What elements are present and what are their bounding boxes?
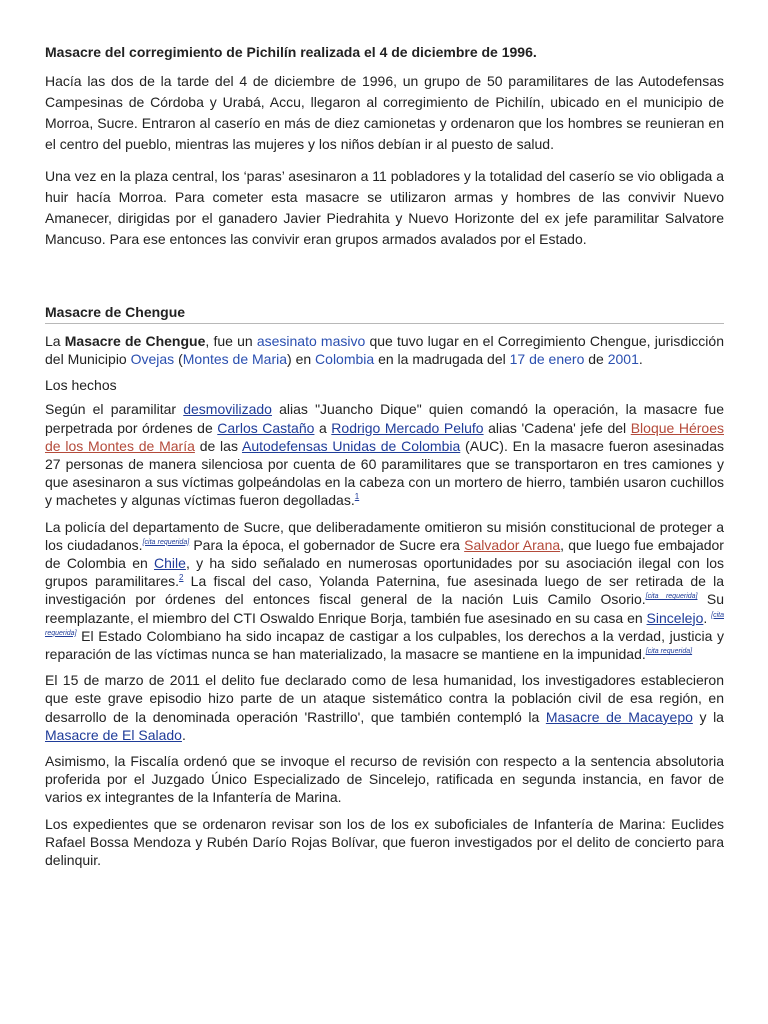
text: . [181, 726, 186, 743]
reference-link[interactable]: 2 [179, 573, 184, 583]
bold-term: Masacre de Chengue [64, 333, 206, 349]
text: y la [692, 708, 724, 725]
section-title-pichilin: Masacre del corregimiento de Pichilín realizada el 4 de diciembre de 1996. [45, 44, 537, 60]
citation-needed[interactable] [646, 593, 698, 600]
paragraph: Hacía las dos de la tarde del 4 de diciembre de 1996, un grupo de 50 paramilitares de las Autodefensas Campesinas de Córdoba y Urabá, Accu, llegaron al corregimiento de Pichilín, ubicado en el municipio de Morroa, Sucre. Entraron al caserío en más de diez camionetas y ordenaron que los hombres se reunieran en el centro del pueblo, mientras las mujeres y los niños debían ir al puesto de salud. [45, 73, 724, 152]
text: de las [194, 437, 242, 454]
text: Según el paramilitar [45, 401, 184, 418]
text: Su reemplazante, el miembro del CTI Oswaldo Enrique Borja, también fue asesinado en su casa en [45, 591, 725, 626]
text: La fiscal del caso, Yolanda Paternina, fue asesinada luego de ser retirada de la investigación por órdenes del entonces fiscal general de la nación Luis Camilo Osorio. [45, 573, 724, 608]
link-asesinato-masivo[interactable]: asesinato masivo [256, 333, 366, 349]
text: (AUC). En la masacre fueron asesinadas 27 personas de manera silenciosa por cuenta de 60 paramilitares que se transportaron en tres camiones y que asesinaron a sus víctimas golpeándolas en la cabeza con un mortero de hierro, también usaron cuchillos y machetes y algunas víctimas fueron degolladas. [45, 437, 725, 509]
citation-link[interactable]: [cita requerida] [45, 611, 724, 637]
paragraph-hechos-3 [45, 671, 724, 744]
link-desmovilizado[interactable]: desmovilizado [183, 401, 272, 418]
text: El Estado Colombiano ha sido incapaz de castigar a los culpables, los derechos a la verdad, justicia y reparación de las víctimas nunca se han materializado, la masacre se mantiene en la impunidad. [45, 627, 724, 663]
citation-needed[interactable] [143, 539, 190, 546]
text: La [45, 333, 65, 349]
link-rodrigo-mercado-pelufo[interactable]: Rodrigo Mercado Pelufo [331, 419, 484, 436]
text: a [314, 419, 332, 436]
spacer [45, 261, 724, 303]
text: , que luego fue embajador de Colombia en [45, 536, 724, 572]
link-masacre-de-el-salado[interactable]: Masacre de El Salado [45, 726, 182, 743]
link-auc[interactable]: Autodefensas Unidas de Colombia [241, 437, 461, 454]
reference-link[interactable]: 1 [354, 492, 360, 502]
text: Para la época, el gobernador de Sucre era [189, 536, 465, 553]
text: . [703, 609, 712, 626]
text: que tuvo lugar en el Corregimiento Chengue, jurisdicción del Municipio [45, 333, 724, 368]
link-ovejas[interactable]: Ovejas [130, 351, 175, 368]
link-montes-de-maria[interactable]: Montes de Maria [182, 351, 288, 368]
citation-link[interactable]: [cita requerida] [645, 648, 693, 656]
section-heading-chengue: Masacre de Chengue [45, 303, 724, 324]
paragraph: Una vez en la plaza central, los ‘paras’ asesinaron a 11 pobladores y la totalidad del caserío se vio obligada a huir hacía Morroa. Para cometer esta masacre se utilizaron armas y hombres de las convivir Nuevo Amanecer, dirigidas por el ganadero Javier Piedrahita y Nuevo Horizonte del ex jefe paramilitar Salvatore Mancuso. Para ese entonces las convivir eran grupos armados avalados por el Estado. [45, 168, 724, 247]
text: ( [174, 351, 183, 368]
link-masacre-de-macayepo[interactable]: Masacre de Macayepo [545, 708, 693, 725]
link-2001[interactable]: 2001 [607, 351, 639, 368]
text: , fue un [205, 333, 257, 349]
text: . [638, 351, 643, 368]
paragraph-hechos-4: Asimismo, la Fiscalía ordenó que se invoque el recurso de revisión con respecto a la sentencia absolutoria proferida por el Juzgado Único Especializado de Sincelejo, ratificada en segunda instancia, en favor de varios ex integrantes de la Infantería de Marina. [45, 753, 724, 806]
citation-needed[interactable] [646, 648, 692, 655]
paragraph-hechos-2 [45, 518, 724, 664]
link-carlos-castano[interactable]: Carlos Castaño [217, 419, 315, 436]
text: alias 'Cadena' jefe del [483, 419, 631, 436]
text: de [584, 351, 608, 368]
text: El 15 de marzo de 2011 el delito fue declarado como de lesa humanidad, los investigadores establecieron que este grave episodio hizo parte de un ataque sistemático contra la población civil de esa región, en desarrollo de la denominada operación 'Rastrillo', que también contempló la [45, 672, 724, 725]
link-sincelejo[interactable]: Sincelejo [646, 609, 704, 626]
link-17-de-enero[interactable]: 17 de enero [509, 351, 585, 368]
link-chile[interactable]: Chile [154, 555, 186, 572]
link-colombia[interactable]: Colombia [315, 351, 375, 368]
text: , y ha sido señalado en numerosas oportunidades por su asociación ilegal con los grupos paramilitares. [45, 555, 725, 590]
text: ) en [287, 351, 316, 368]
link-salvador-arana[interactable]: Salvador Arana [464, 536, 561, 553]
text: alias "Juancho Dique" quien comandó la operación, la masacre fue perpetrada por órdenes de [45, 401, 724, 436]
citation-link[interactable]: [cita requerida] [645, 593, 698, 601]
paragraph-hechos-1 [45, 400, 724, 509]
subheading-los-hechos: Los hechos [45, 377, 117, 394]
text: en la madrugada del [374, 351, 510, 368]
reference-1[interactable] [355, 492, 359, 501]
paragraph-hechos-5: Los expedientes que se ordenaron revisar son los de los ex suboficiales de Infantería de Marina: Euclides Rafael Bossa Mendoza y Rubén Darío Rojas Bolívar, que fueron investigados por el delito de concierto para delinquir. [45, 815, 724, 869]
intro-paragraph [45, 332, 724, 368]
text: La policía del departamento de Sucre, que deliberadamente omitieron su misión constitucional de proteger a los ciudadanos. [45, 518, 724, 553]
citation-link[interactable]: [cita requerida] [142, 538, 190, 546]
link-bloque-heroes[interactable]: Bloque Héroes de los Montes de María [45, 419, 724, 454]
